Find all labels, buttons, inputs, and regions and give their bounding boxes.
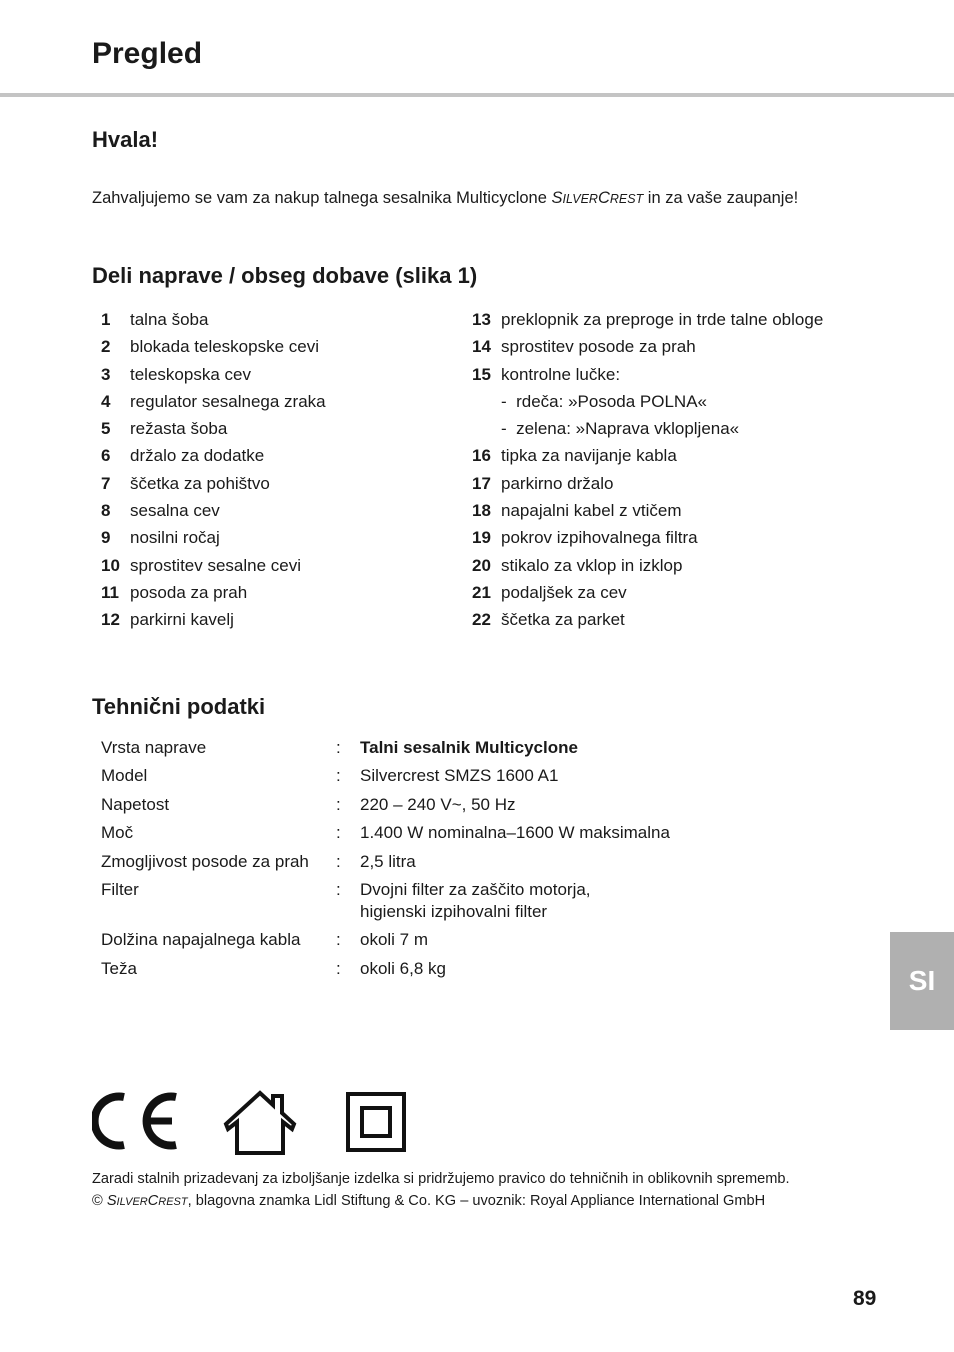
part-label: blokada teleskopske cevi [130,337,320,357]
tech-separator: : [336,958,341,978]
tech-row [101,879,670,923]
part-number: 15 [472,364,491,384]
indicator-item: - zelena: »Naprava vklopljena« [501,419,740,439]
tech-label: Vrsta naprave [101,738,207,757]
tech-specs-table [101,737,670,986]
part-item [472,524,892,551]
tech-label: Zmogljivost posode za prah [101,851,309,871]
protection-class-ii-icon [348,1094,404,1150]
part-label: sesalna cev [130,501,220,521]
part-number: 16 [472,446,491,466]
part-item [101,470,431,497]
part-item [472,606,892,633]
tech-separator: : [336,823,341,843]
part-label: talna šoba [130,310,209,329]
part-item [472,470,892,497]
part-label: ščetka za parket [501,610,625,630]
thanks-text-after: in za vaše zaupanje! [643,189,799,207]
tech-separator: : [336,738,341,757]
parts-list-left [101,306,431,634]
tech-value: okoli 6,8 kg [360,958,446,978]
part-item [101,415,431,442]
thanks-paragraph [92,186,798,211]
tech-separator: : [336,794,341,814]
part-label: podaljšek za cev [501,582,627,602]
part-label: držalo za dodatke [130,446,265,466]
part-label: sprostitev posode za prah [501,337,696,357]
part-number: 2 [101,337,111,357]
part-item [101,552,431,579]
part-number: 20 [472,555,491,575]
part-number: 14 [472,337,491,357]
tech-separator: : [336,851,341,871]
part-label: sprostitev sesalne cevi [130,555,302,575]
ce-mark-icon [95,1097,176,1146]
part-number: 5 [101,419,111,439]
brand-name: SILVERCREST [551,189,644,207]
part-item [472,361,892,388]
part-number: 4 [101,391,111,411]
tech-value: Silvercrest SMZS 1600 A1 [360,766,559,786]
part-number: 12 [101,610,120,630]
part-number: 8 [101,501,111,521]
thanks-text-before: Zahvaljujemo se vam za nakup talnega sesalnika Multicyclone [92,189,552,207]
part-label: kontrolne lučke: [501,364,621,384]
part-label: stikalo za vklop in izklop [501,555,683,575]
part-label: posoda za prah [130,582,248,602]
footer-line-1: Zaradi stalnih prizadevanj za izboljšanje izdelka si pridržujemo pravico do tehničnih in oblikovnih sprememb. [92,1171,790,1187]
tech-label: Dolžina napajalnega kabla [101,930,301,950]
parts-list-right [472,306,892,634]
part-number: 11 [101,582,119,602]
part-number: 6 [101,446,111,466]
tech-label: Moč [101,823,134,843]
part-label: teleskopska cev [130,364,251,384]
tech-row [101,851,670,873]
part-item [101,524,431,551]
footer-notice [92,1168,790,1213]
part-item [101,361,431,388]
title-divider [0,93,954,97]
indicator-item: - rdeča: »Posoda POLNA« [501,391,708,411]
part-label: napajalni kabel z vtičem [501,501,682,521]
part-label: preklopnik za preproge in trde talne obloge [501,310,824,329]
tech-value: 2,5 litra [360,851,416,871]
tech-label: Napetost [101,794,170,814]
part-label: parkirni kavelj [130,610,234,630]
part-label: ščetka za pohištvo [130,473,270,493]
tech-value: 1.400 W nominalna–1600 W maksimalna [360,823,670,843]
tech-row [101,822,670,844]
part-label: regulator sesalnega zraka [130,391,326,411]
part-label: pokrov izpihovalnega filtra [501,528,698,548]
part-label: nosilni ročaj [130,528,220,548]
part-item [472,552,892,579]
part-label: režasta šoba [130,419,228,439]
tech-label: Teža [101,958,137,978]
part-item [101,442,431,469]
part-number: 7 [101,473,111,493]
certification-logos-svg [92,1089,412,1155]
tech-value: Talni sesalnik Multicyclone [360,738,578,757]
part-item [472,497,892,524]
footer-line-2: © SILVERCREST, blagovna znamka Lidl Stiftung & Co. KG – uvoznik: Royal Appliance International GmbH [92,1193,766,1209]
parts-heading: Deli naprave / obseg dobave (slika 1) [92,263,478,288]
tech-separator: : [336,879,341,899]
part-number: 13 [472,310,491,329]
tech-row [101,737,670,759]
page-number: 89 [853,1287,877,1310]
tech-row [101,929,670,951]
part-item [101,388,431,415]
part-number: 9 [101,528,111,548]
tech-row [101,958,670,980]
tech-label: Model [101,766,148,786]
tech-separator: : [336,766,341,786]
tech-heading: Tehnični podatki [92,694,266,719]
part-number: 22 [472,610,491,630]
footer-brand-name: SILVERCREST [106,1193,188,1209]
certification-logos [92,1089,412,1155]
part-number: 10 [101,555,120,575]
part-number: 21 [472,582,491,602]
part-number: 17 [472,473,491,493]
part-item [472,306,892,333]
part-item [472,333,892,360]
part-item [101,579,431,606]
part-number: 18 [472,501,491,521]
thanks-heading: Hvala! [92,127,159,152]
part-item [472,442,892,469]
tech-row [101,765,670,787]
part-number: 19 [472,528,491,548]
part-item [101,333,431,360]
tech-value: okoli 7 m [360,930,429,950]
page-title: Pregled [92,37,203,70]
part-label: parkirno držalo [501,473,614,493]
tech-value: 220 – 240 V~, 50 Hz [360,794,516,814]
part-item [472,579,892,606]
part-label: tipka za navijanje kabla [501,446,677,466]
tech-value: Dvojni filter za zaščito motorja, higienski izpihovalni filter [360,879,591,921]
part-number: 3 [101,364,111,384]
tech-separator: : [336,930,341,950]
tech-row [101,794,670,816]
part-item [101,606,431,633]
part-item [101,497,431,524]
tech-label: Filter [101,879,139,899]
part-number: 1 [101,310,111,329]
indoor-use-house-icon [226,1093,294,1153]
part-item [101,306,431,333]
language-tab: SI [890,932,954,1030]
